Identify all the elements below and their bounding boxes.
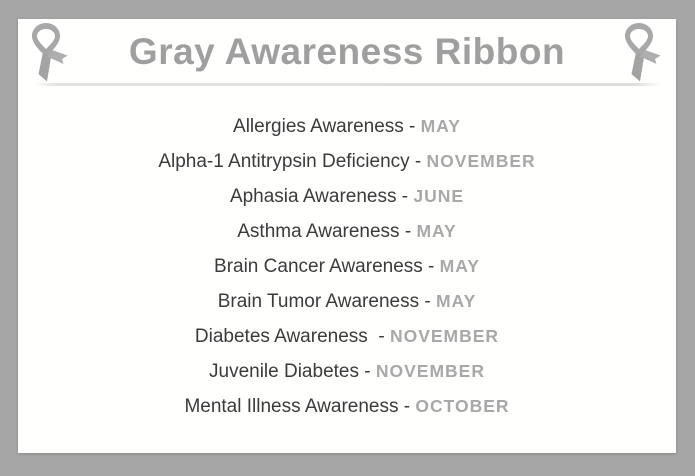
separator: -	[422, 256, 440, 277]
separator: -	[358, 361, 376, 382]
separator: -	[409, 151, 427, 172]
cause-month: MAY	[439, 256, 480, 276]
cause-name: Aphasia Awareness	[229, 186, 397, 207]
cause-name: Mental Illness Awareness	[184, 396, 399, 417]
cause-name: Juvenile Diabetes	[209, 361, 359, 382]
cause-name: Alpha-1 Antitrypsin Deficiency	[158, 151, 410, 172]
cause-month: NOVEMBER	[426, 151, 536, 171]
separator: -	[373, 326, 390, 347]
cause-month: MAY	[420, 116, 461, 136]
cause-name: Allergies Awareness	[233, 116, 404, 137]
list-item	[18, 179, 676, 214]
separator: -	[396, 186, 414, 207]
separator: -	[398, 396, 416, 417]
cause-month: MAY	[416, 221, 457, 241]
list-item	[18, 249, 676, 284]
title-divider	[33, 83, 661, 86]
poster-card	[18, 19, 676, 453]
separator: -	[403, 116, 421, 137]
header	[18, 19, 676, 83]
cause-name: Brain Tumor Awareness	[217, 291, 420, 312]
cause-month: NOVEMBER	[389, 326, 500, 346]
cause-month: MAY	[435, 291, 477, 311]
cause-month: NOVEMBER	[375, 361, 485, 381]
separator: -	[399, 221, 417, 242]
list-item	[18, 284, 676, 319]
cause-month: JUNE	[413, 186, 465, 206]
awareness-ribbon-icon	[623, 23, 661, 82]
list-item	[18, 214, 676, 249]
separator: -	[419, 291, 436, 312]
cause-name: Diabetes Awareness	[194, 326, 374, 347]
cause-name: Brain Cancer Awareness	[214, 256, 423, 277]
list-item	[18, 319, 676, 354]
page-title: Gray Awareness Ribbon	[128, 31, 566, 72]
list-item	[18, 354, 676, 389]
list-item	[18, 389, 676, 424]
awareness-month-list	[18, 109, 676, 424]
cause-name: Asthma Awareness	[237, 221, 400, 242]
list-item	[18, 144, 676, 179]
cause-month: OCTOBER	[415, 396, 510, 416]
list-item	[18, 109, 676, 144]
